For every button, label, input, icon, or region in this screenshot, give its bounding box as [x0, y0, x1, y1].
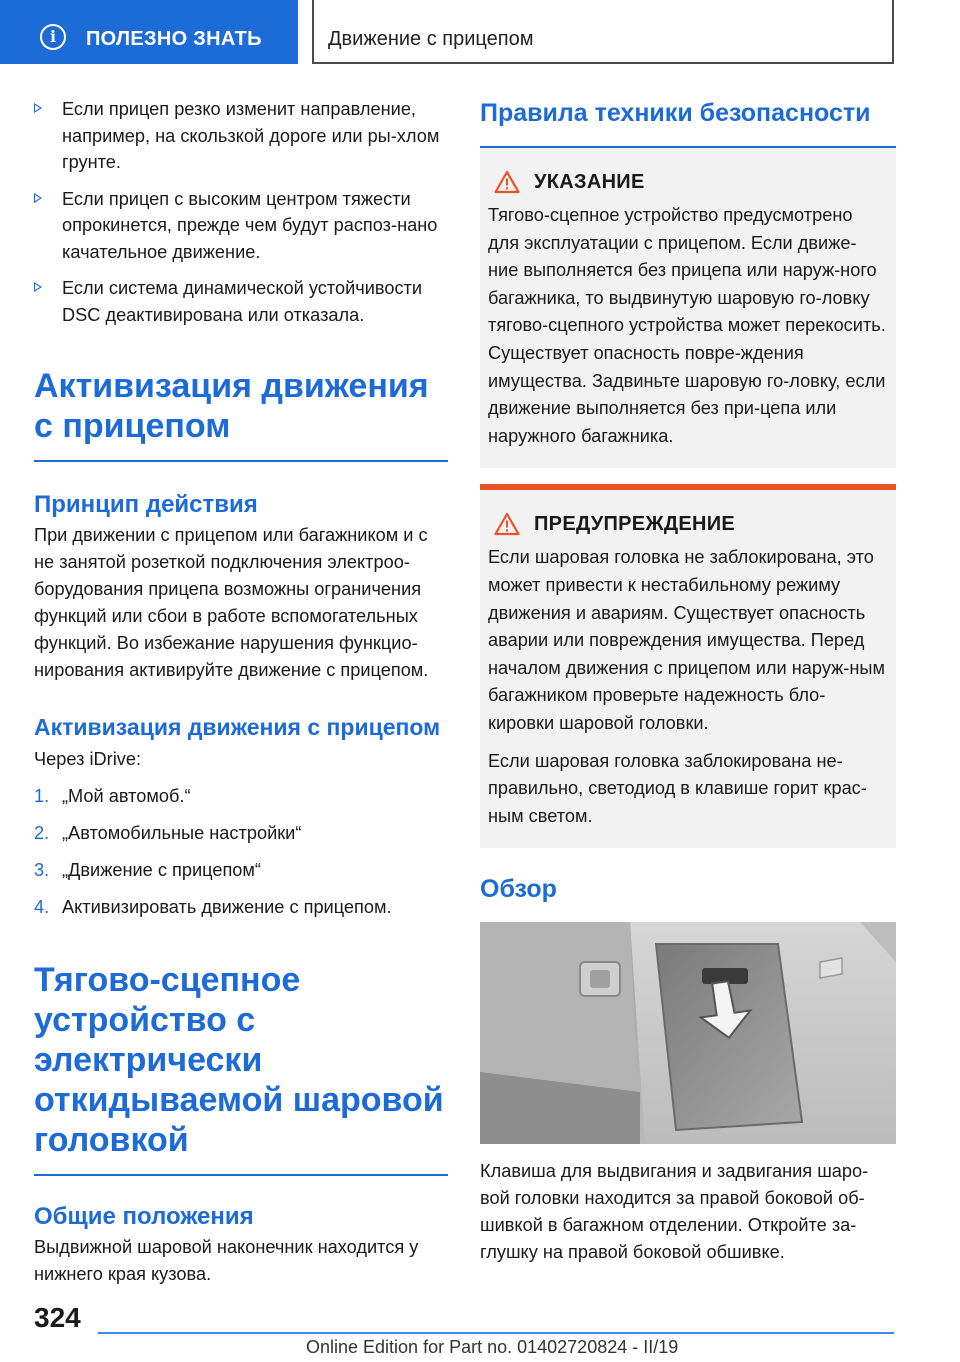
list-item: Если система динамической устойчивости DSC деактивирована или отказала.: [34, 275, 448, 328]
step-item: 2. „Автомобильные настройки“: [34, 823, 302, 843]
section-divider: [34, 1174, 448, 1176]
trunk-side-panel-photo: [480, 922, 896, 1144]
list-item: Если прицеп с высоким центром тяжести опрокинется, прежде чем будут распоз-нано качательное движение.: [34, 186, 448, 266]
section-tab: [0, 0, 298, 64]
step-item: 3. „Движение с прицепом“: [34, 860, 261, 880]
page-number: 324: [34, 1302, 81, 1333]
chapter-header: [312, 0, 894, 64]
warning-box: [480, 484, 896, 848]
chapter-title: Движение с прицепом: [328, 28, 534, 50]
general-heading: Общие положения: [34, 1203, 254, 1230]
section-title-activation: Активизация движения с прицепом: [34, 367, 429, 445]
edition-info: Online Edition for Part no. 01402720824 - II/19: [306, 1337, 679, 1357]
safety-heading: Правила техники безопасности: [480, 99, 871, 127]
info-icon: i: [40, 24, 66, 50]
warning-triangle-icon: [494, 512, 520, 536]
triangle-bullet-icon: [34, 282, 42, 292]
notice-text: Тягово-сцепное устройство предусмотрено для эксплуатации с прицепом. Если движе-ние выполняется без прицепа или наруж-ного багажника, то выдвинутую шаровую го-ловку тягово-сцепного устройства может перекосить. Существует опасность повре-ждения имущества. Задвиньте шаровую го-ловку, если движение выполняется без при-цепа или наружного багажника.: [488, 205, 886, 446]
warning-triangle-icon: [494, 170, 520, 194]
overview-text: Клавиша для выдвигания и задвигания шаро-вой головки находится за правой боковой об-шивкой в багажном отделении. Откройте за-глушку на правой боковой обшивке.: [480, 1161, 869, 1263]
general-text: Выдвижной шаровой наконечник находится у нижнего края кузова.: [34, 1237, 419, 1284]
notice-box: [480, 148, 896, 468]
notice-title: УКАЗАНИЕ: [534, 170, 645, 193]
list-item: Если прицеп резко изменит направление, например, на скользкой дороге или ры-хлом грунте.: [34, 96, 448, 176]
idrive-steps: [34, 783, 448, 920]
warning-text-led: Если шаровая головка заблокирована не-правильно, светодиод в клавише горит крас-ным светом.: [488, 750, 867, 826]
warning-text: Если шаровая головка не заблокирована, это может привести к нестабильному режиму движения и авариям. Существует опасность аварии или повреждения имущества. Перед началом движения с прицепом или наруж-ным багажником проверьте надежность бло-кировки шаровой головки.: [488, 547, 885, 733]
principle-text: При движении с прицепом или багажником и с не занятой розеткой подключения электроо-борудования прицепа возможны ограничения функций или сбои в работе вспомогательных функций. Во избежание нарушения функцио-нирования активируйте движение с прицепом.: [34, 525, 429, 680]
step-item: 1. „Мой автомоб.“: [34, 786, 191, 806]
footer-divider: [98, 1332, 894, 1334]
section-label: ПОЛЕЗНО ЗНАТЬ: [86, 28, 262, 50]
right-column: [480, 98, 896, 1266]
overview-heading: Обзор: [480, 875, 557, 904]
idrive-intro: Через iDrive:: [34, 749, 141, 769]
step-item: 4. Активизировать движение с прицепом.: [34, 897, 392, 917]
left-column: [34, 96, 448, 1288]
section-title-towbar: Тягово-сцепное устройство с электрически откидываемой шаровой головкой: [34, 961, 444, 1159]
activation-heading: Активизация движения с прицепом: [34, 714, 441, 740]
section-divider: [34, 460, 448, 462]
triangle-bullet-icon: [34, 103, 42, 113]
principle-heading: Принцип действия: [34, 491, 258, 518]
triangle-bullet-icon: [34, 193, 42, 203]
warning-title: ПРЕДУПРЕЖДЕНИЕ: [534, 512, 736, 535]
condition-list: [34, 96, 448, 328]
